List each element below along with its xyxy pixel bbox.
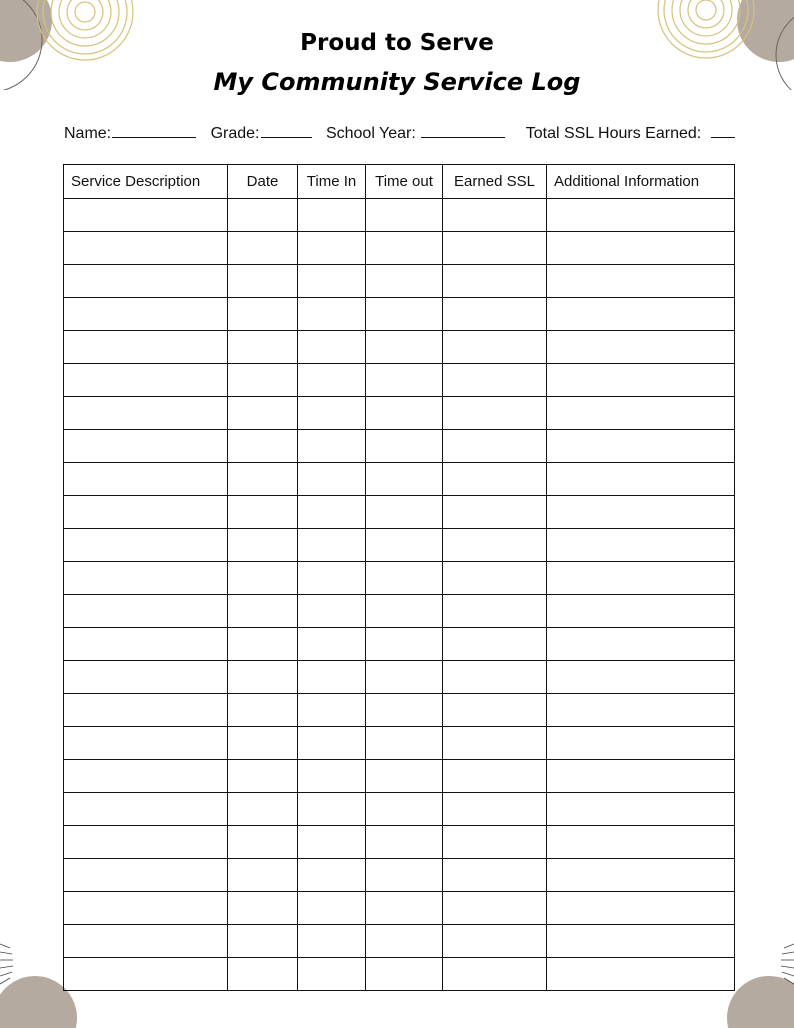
table-cell-service-description[interactable] xyxy=(64,859,228,892)
table-row xyxy=(64,232,735,265)
grade-field[interactable] xyxy=(211,123,312,143)
table-cell-time-out[interactable] xyxy=(366,331,443,364)
table-cell-time-in[interactable] xyxy=(298,925,366,958)
table-cell-date[interactable] xyxy=(228,727,298,760)
table-cell-date[interactable] xyxy=(228,496,298,529)
table-cell-time-in[interactable] xyxy=(298,364,366,397)
table-row xyxy=(64,661,735,694)
table-cell-service-description[interactable] xyxy=(64,298,228,331)
table-cell-earned-ssl[interactable] xyxy=(443,859,547,892)
table-cell-earned-ssl[interactable] xyxy=(443,727,547,760)
table-cell-earned-ssl[interactable] xyxy=(443,199,547,232)
total-hours-blank[interactable] xyxy=(711,123,735,138)
column-header-date: Date xyxy=(228,165,298,199)
table-cell-time-out[interactable] xyxy=(366,364,443,397)
table-cell-service-description[interactable] xyxy=(64,463,228,496)
table-cell-service-description[interactable] xyxy=(64,331,228,364)
table-row xyxy=(64,529,735,562)
table-cell-additional-information[interactable] xyxy=(547,595,735,628)
table-cell-time-in[interactable] xyxy=(298,529,366,562)
table-cell-additional-information[interactable] xyxy=(547,430,735,463)
table-cell-service-description[interactable] xyxy=(64,232,228,265)
table-cell-service-description[interactable] xyxy=(64,661,228,694)
table-cell-date[interactable] xyxy=(228,793,298,826)
table-body xyxy=(64,199,735,991)
table-cell-earned-ssl[interactable] xyxy=(443,331,547,364)
table-cell-earned-ssl[interactable] xyxy=(443,298,547,331)
table-cell-time-in[interactable] xyxy=(298,298,366,331)
table-cell-service-description[interactable] xyxy=(64,892,228,925)
table-cell-time-in[interactable] xyxy=(298,892,366,925)
table-cell-time-out[interactable] xyxy=(366,232,443,265)
table-cell-earned-ssl[interactable] xyxy=(443,430,547,463)
table-cell-additional-information[interactable] xyxy=(547,694,735,727)
table-cell-time-in[interactable] xyxy=(298,760,366,793)
table-cell-service-description[interactable] xyxy=(64,430,228,463)
table-row xyxy=(64,826,735,859)
table-cell-time-out[interactable] xyxy=(366,760,443,793)
column-header-service-description: Service Description xyxy=(64,165,228,199)
column-header-time-in: Time In xyxy=(298,165,366,199)
table-cell-date[interactable] xyxy=(228,925,298,958)
table-row xyxy=(64,265,735,298)
info-fields xyxy=(64,123,744,143)
table-cell-time-out[interactable] xyxy=(366,727,443,760)
table-cell-service-description[interactable] xyxy=(64,562,228,595)
column-header-time-out: Time out xyxy=(366,165,443,199)
table-cell-date[interactable] xyxy=(228,694,298,727)
table-row xyxy=(64,397,735,430)
table-row xyxy=(64,496,735,529)
grade-label: Grade: xyxy=(210,125,260,142)
table-cell-time-in[interactable] xyxy=(298,397,366,430)
table-cell-date[interactable] xyxy=(228,661,298,694)
table-cell-earned-ssl[interactable] xyxy=(443,463,547,496)
table-cell-service-description[interactable] xyxy=(64,694,228,727)
table-row xyxy=(64,958,735,991)
total-hours-field[interactable] xyxy=(526,123,735,143)
column-header-earned-ssl: Earned SSL xyxy=(443,165,547,199)
table-cell-date[interactable] xyxy=(228,397,298,430)
table-cell-time-in[interactable] xyxy=(298,595,366,628)
table-cell-additional-information[interactable] xyxy=(547,826,735,859)
table-cell-date[interactable] xyxy=(228,463,298,496)
table-row xyxy=(64,364,735,397)
table-cell-earned-ssl[interactable] xyxy=(443,529,547,562)
table-cell-additional-information[interactable] xyxy=(547,892,735,925)
table-cell-date[interactable] xyxy=(228,826,298,859)
table-cell-earned-ssl[interactable] xyxy=(443,661,547,694)
table-row xyxy=(64,199,735,232)
table-cell-additional-information[interactable] xyxy=(547,199,735,232)
table-cell-date[interactable] xyxy=(228,298,298,331)
table-cell-time-out[interactable] xyxy=(366,826,443,859)
table-cell-earned-ssl[interactable] xyxy=(443,694,547,727)
table-cell-time-out[interactable] xyxy=(366,661,443,694)
table-cell-date[interactable] xyxy=(228,958,298,991)
table-cell-service-description[interactable] xyxy=(64,727,228,760)
table-cell-time-in[interactable] xyxy=(298,958,366,991)
table-cell-date[interactable] xyxy=(228,529,298,562)
table-cell-additional-information[interactable] xyxy=(547,298,735,331)
table-row xyxy=(64,562,735,595)
table-cell-service-description[interactable] xyxy=(64,265,228,298)
table-cell-date[interactable] xyxy=(228,562,298,595)
table-cell-additional-information[interactable] xyxy=(547,331,735,364)
table-cell-service-description[interactable] xyxy=(64,397,228,430)
table-cell-additional-information[interactable] xyxy=(547,859,735,892)
table-cell-date[interactable] xyxy=(228,265,298,298)
table-cell-earned-ssl[interactable] xyxy=(443,232,547,265)
table-cell-date[interactable] xyxy=(228,430,298,463)
table-cell-time-out[interactable] xyxy=(366,397,443,430)
table-row xyxy=(64,892,735,925)
table-cell-time-in[interactable] xyxy=(298,793,366,826)
table-cell-additional-information[interactable] xyxy=(547,397,735,430)
table-cell-additional-information[interactable] xyxy=(547,529,735,562)
table-cell-additional-information[interactable] xyxy=(547,232,735,265)
table-cell-date[interactable] xyxy=(228,595,298,628)
table-cell-earned-ssl[interactable] xyxy=(443,595,547,628)
table-cell-additional-information[interactable] xyxy=(547,562,735,595)
table-cell-time-out[interactable] xyxy=(366,265,443,298)
table-cell-time-out[interactable] xyxy=(366,595,443,628)
table-cell-earned-ssl[interactable] xyxy=(443,628,547,661)
table-cell-service-description[interactable] xyxy=(64,628,228,661)
table-cell-time-out[interactable] xyxy=(366,496,443,529)
table-cell-date[interactable] xyxy=(228,760,298,793)
table-cell-time-in[interactable] xyxy=(298,628,366,661)
table-cell-earned-ssl[interactable] xyxy=(443,958,547,991)
table-header-row xyxy=(64,165,735,199)
table-cell-time-out[interactable] xyxy=(366,925,443,958)
table-cell-time-out[interactable] xyxy=(366,694,443,727)
column-header-additional-information: Additional Information xyxy=(547,165,735,199)
table-cell-time-out[interactable] xyxy=(366,199,443,232)
table-cell-time-out[interactable] xyxy=(366,430,443,463)
table-cell-time-out[interactable] xyxy=(366,562,443,595)
table-cell-date[interactable] xyxy=(228,331,298,364)
grade-blank[interactable] xyxy=(261,123,312,138)
table-cell-earned-ssl[interactable] xyxy=(443,397,547,430)
table-cell-service-description[interactable] xyxy=(64,760,228,793)
table-row xyxy=(64,463,735,496)
table-cell-time-in[interactable] xyxy=(298,199,366,232)
table-cell-additional-information[interactable] xyxy=(547,727,735,760)
table-cell-additional-information[interactable] xyxy=(547,265,735,298)
table-cell-time-in[interactable] xyxy=(298,463,366,496)
table-cell-date[interactable] xyxy=(228,859,298,892)
table-cell-additional-information[interactable] xyxy=(547,496,735,529)
table-cell-time-in[interactable] xyxy=(298,826,366,859)
table-cell-additional-information[interactable] xyxy=(547,364,735,397)
table-row xyxy=(64,595,735,628)
table-row xyxy=(64,793,735,826)
table-cell-service-description[interactable] xyxy=(64,496,228,529)
table-cell-additional-information[interactable] xyxy=(547,760,735,793)
table-cell-time-in[interactable] xyxy=(298,232,366,265)
table-row xyxy=(64,727,735,760)
table-cell-additional-information[interactable] xyxy=(547,661,735,694)
table-row xyxy=(64,298,735,331)
table-row xyxy=(64,694,735,727)
name-blank[interactable] xyxy=(112,123,196,138)
service-log-table xyxy=(63,164,735,991)
table-cell-additional-information[interactable] xyxy=(547,925,735,958)
table-row xyxy=(64,760,735,793)
table-cell-earned-ssl[interactable] xyxy=(443,562,547,595)
total-hours-label: Total SSL Hours Earned: xyxy=(525,125,702,142)
table-cell-time-out[interactable] xyxy=(366,298,443,331)
table-cell-service-description[interactable] xyxy=(64,958,228,991)
table-cell-service-description[interactable] xyxy=(64,529,228,562)
table-row xyxy=(64,925,735,958)
table-cell-time-in[interactable] xyxy=(298,496,366,529)
table-cell-earned-ssl[interactable] xyxy=(443,826,547,859)
table-row xyxy=(64,331,735,364)
table-cell-time-in[interactable] xyxy=(298,265,366,298)
table-cell-time-in[interactable] xyxy=(298,727,366,760)
table-cell-service-description[interactable] xyxy=(64,364,228,397)
table-cell-date[interactable] xyxy=(228,628,298,661)
table-cell-time-out[interactable] xyxy=(366,892,443,925)
table-cell-earned-ssl[interactable] xyxy=(443,892,547,925)
table-cell-time-in[interactable] xyxy=(298,694,366,727)
name-field[interactable] xyxy=(64,123,196,143)
table-cell-time-out[interactable] xyxy=(366,958,443,991)
table-cell-additional-information[interactable] xyxy=(547,793,735,826)
table-cell-service-description[interactable] xyxy=(64,826,228,859)
table-cell-earned-ssl[interactable] xyxy=(443,364,547,397)
table-cell-service-description[interactable] xyxy=(64,793,228,826)
table-row xyxy=(64,430,735,463)
table-cell-date[interactable] xyxy=(228,892,298,925)
table-cell-earned-ssl[interactable] xyxy=(443,925,547,958)
school-year-blank[interactable] xyxy=(421,123,505,138)
table-cell-time-in[interactable] xyxy=(298,562,366,595)
table-cell-service-description[interactable] xyxy=(64,199,228,232)
page-title: Proud to Serve xyxy=(300,30,494,56)
table-cell-earned-ssl[interactable] xyxy=(443,793,547,826)
table-cell-time-in[interactable] xyxy=(298,430,366,463)
table-cell-time-in[interactable] xyxy=(298,661,366,694)
table-cell-time-out[interactable] xyxy=(366,529,443,562)
table-cell-time-out[interactable] xyxy=(366,628,443,661)
table-cell-time-out[interactable] xyxy=(366,793,443,826)
table-cell-time-out[interactable] xyxy=(366,859,443,892)
table-cell-time-in[interactable] xyxy=(298,331,366,364)
table-row xyxy=(64,859,735,892)
table-cell-earned-ssl[interactable] xyxy=(443,265,547,298)
table-cell-time-in[interactable] xyxy=(298,859,366,892)
school-year-field[interactable] xyxy=(326,123,505,143)
table-cell-time-out[interactable] xyxy=(366,463,443,496)
table-cell-earned-ssl[interactable] xyxy=(443,760,547,793)
table-cell-earned-ssl[interactable] xyxy=(443,496,547,529)
table-cell-additional-information[interactable] xyxy=(547,628,735,661)
table-cell-date[interactable] xyxy=(228,364,298,397)
table-cell-service-description[interactable] xyxy=(64,595,228,628)
table-cell-service-description[interactable] xyxy=(64,925,228,958)
table-cell-date[interactable] xyxy=(228,199,298,232)
school-year-label: School Year: xyxy=(325,125,416,142)
name-label: Name: xyxy=(64,125,112,142)
table-cell-additional-information[interactable] xyxy=(547,958,735,991)
table-row xyxy=(64,628,735,661)
table-cell-additional-information[interactable] xyxy=(547,463,735,496)
table-cell-date[interactable] xyxy=(228,232,298,265)
page-subtitle: My Community Service Log xyxy=(213,68,581,96)
